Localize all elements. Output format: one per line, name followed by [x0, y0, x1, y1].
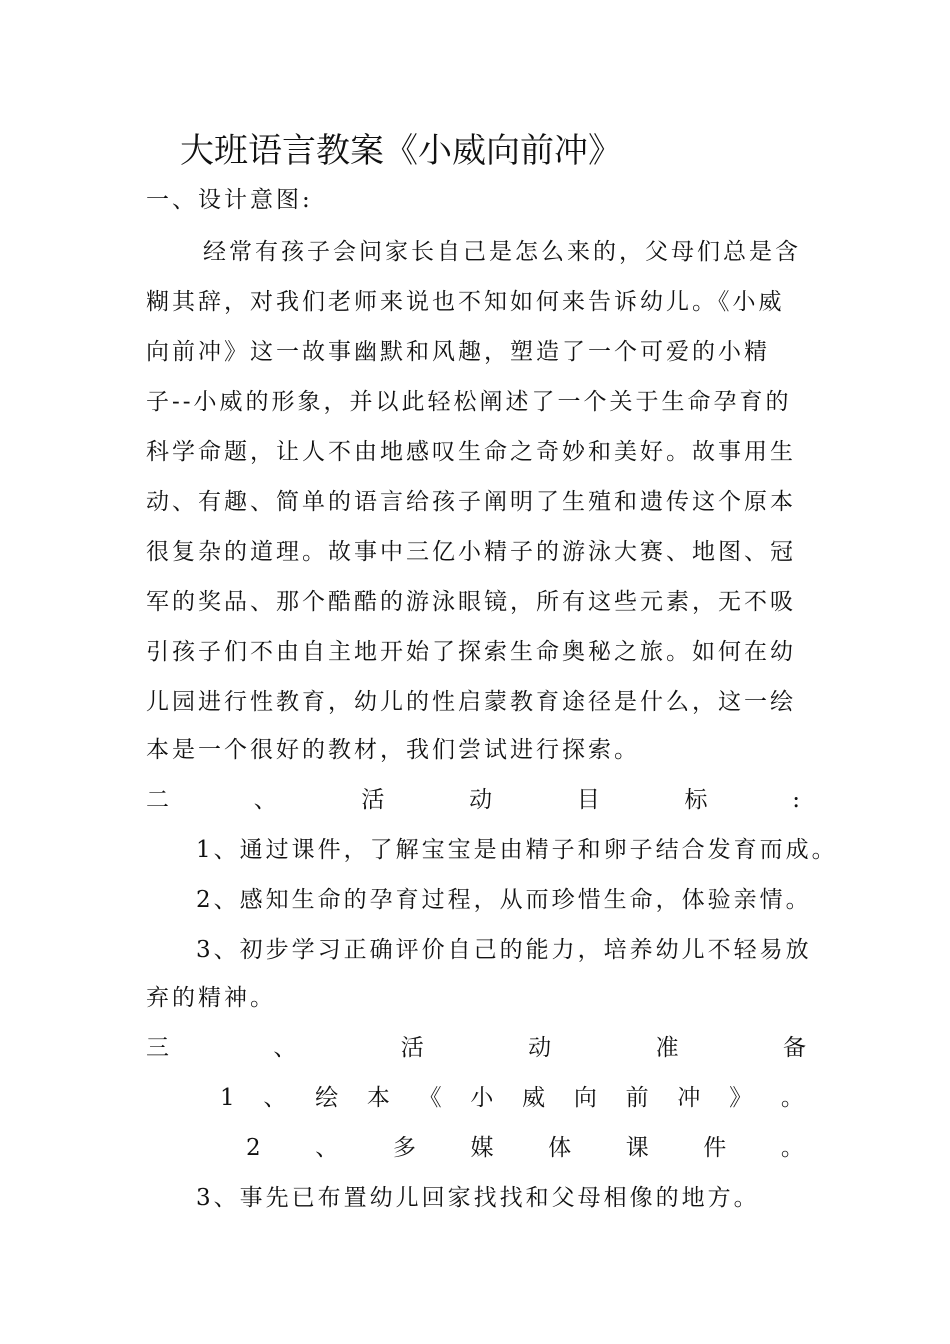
- item-char: 。: [780, 1135, 804, 1161]
- paragraph-line: 向前冲》这一故事幽默和风趣，塑造了一个可爱的小精: [146, 339, 770, 365]
- document-title: 大班语言教案《小威向前冲》: [180, 131, 622, 171]
- section1-heading: 一、设计意图:: [146, 187, 313, 213]
- heading-char: 动: [469, 787, 493, 813]
- objective-item-continued: 弃的精神。: [146, 985, 276, 1011]
- heading-char: 、: [273, 1035, 297, 1061]
- heading-char: 备: [782, 1035, 806, 1061]
- preparation-item-2: [246, 1128, 804, 1168]
- heading-char: :: [792, 787, 800, 813]
- item-char: 本: [366, 1085, 390, 1111]
- item-char: 多: [392, 1135, 416, 1161]
- heading-char: 标: [684, 787, 708, 813]
- item-char: 2: [246, 1135, 261, 1161]
- paragraph-line: 动、有趣、简单的语言给孩子阐明了生殖和遗传这个原本: [146, 489, 796, 515]
- item-char: 体: [548, 1135, 572, 1161]
- paragraph-line: 很复杂的道理。故事中三亿小精子的游泳大赛、地图、冠: [146, 539, 796, 565]
- item-char: 小: [470, 1085, 494, 1111]
- paragraph-line: 糊其辞，对我们老师来说也不知如何来告诉幼儿。《小威: [146, 289, 785, 315]
- paragraph-line: 引孩子们不由自主地开始了探索生命奥秘之旅。如何在幼: [146, 639, 796, 665]
- item-char: 课: [625, 1135, 649, 1161]
- item-char: 冲: [677, 1085, 701, 1111]
- item-char: 、: [263, 1085, 287, 1111]
- objective-item: 1、通过课件，了解宝宝是由精子和卵子结合发育而成。: [196, 837, 838, 863]
- paragraph-line: 经常有孩子会问家长自己是怎么来的，父母们总是含: [203, 239, 801, 265]
- item-char: 《: [418, 1085, 442, 1111]
- preparation-item-1: [220, 1078, 804, 1118]
- item-char: 前: [625, 1085, 649, 1111]
- heading-char: 活: [361, 787, 385, 813]
- item-char: 、: [315, 1135, 339, 1161]
- item-char: 向: [573, 1085, 597, 1111]
- item-char: 媒: [470, 1135, 494, 1161]
- paragraph-line: 本是一个很好的教材，我们尝试进行探索。: [146, 737, 640, 763]
- preparation-item-3: 3、事先已布置幼儿回家找找和父母相像的地方。: [196, 1185, 760, 1211]
- heading-char: 三: [146, 1035, 169, 1061]
- heading-char: 目: [576, 787, 600, 813]
- section2-heading: [146, 780, 800, 820]
- item-char: 1: [220, 1085, 235, 1111]
- objective-item: 3、初步学习正确评价自己的能力，培养幼儿不轻易放: [196, 937, 812, 963]
- heading-char: 、: [253, 787, 277, 813]
- objective-item: 2、感知生命的孕育过程，从而珍惜生命，体验亲情。: [196, 887, 812, 913]
- paragraph-line: 子--小威的形象，并以此轻松阐述了一个关于生命孕育的: [146, 389, 792, 415]
- paragraph-line: 儿园进行性教育，幼儿的性启蒙教育途径是什么，这一绘: [146, 689, 796, 715]
- heading-char: 动: [528, 1035, 552, 1061]
- item-char: 绘: [315, 1085, 339, 1111]
- paragraph-line: 科学命题，让人不由地感叹生命之奇妙和美好。故事用生: [146, 439, 796, 465]
- heading-char: 活: [400, 1035, 424, 1061]
- item-char: 威: [522, 1085, 546, 1111]
- section3-heading: [146, 1028, 806, 1068]
- paragraph-line: 军的奖品、那个酷酷的游泳眼镜，所有这些元素，无不吸: [146, 589, 796, 615]
- heading-char: 二: [146, 787, 169, 813]
- heading-char: 准: [655, 1035, 679, 1061]
- item-char: 》: [729, 1085, 753, 1111]
- item-char: 件: [703, 1135, 727, 1161]
- item-char: 。: [780, 1085, 804, 1111]
